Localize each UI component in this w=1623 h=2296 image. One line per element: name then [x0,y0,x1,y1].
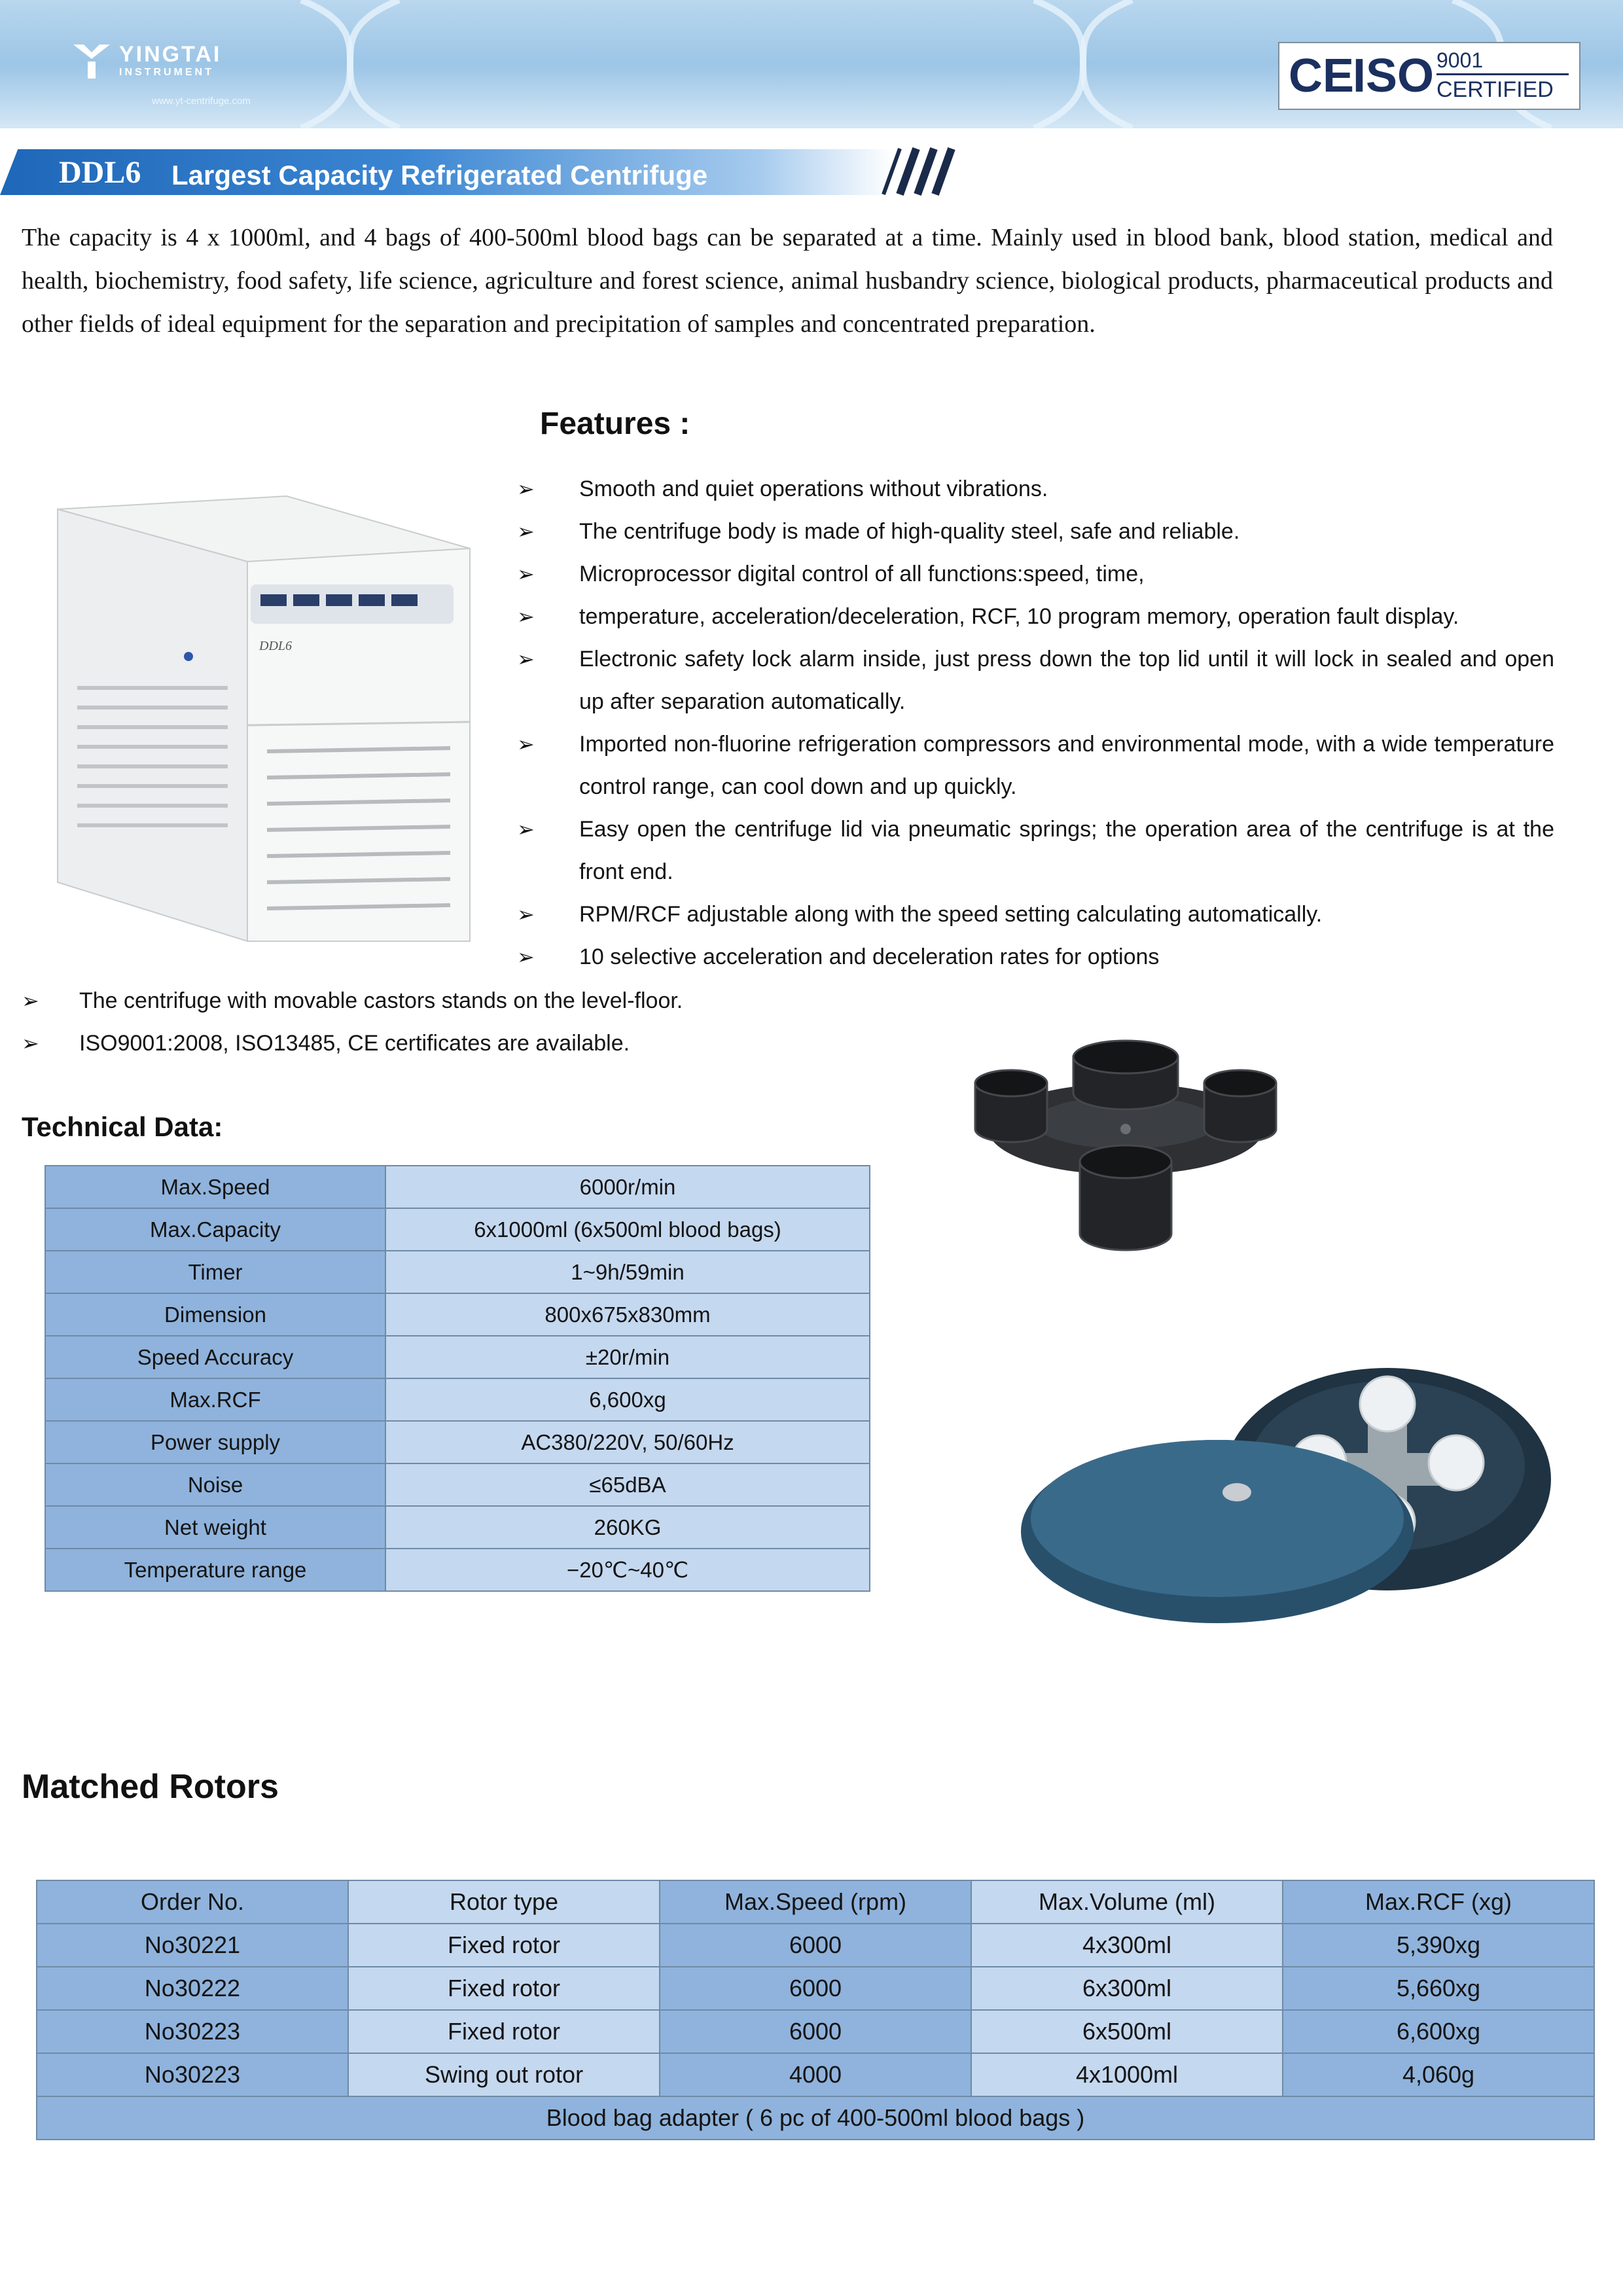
max-speed-cell: 6000 [660,2010,971,2053]
order-no-cell: No30222 [37,1967,348,2010]
feature-item: ➢ 10 selective acceleration and deceleration rates for options [514,936,1554,978]
spec-label: Noise [45,1463,385,1506]
rotor-type-cell: Fixed rotor [348,1924,660,1967]
iso-number: 9001 [1436,48,1484,72]
table-row [45,1463,870,1506]
order-no-cell: No30223 [37,2053,348,2096]
page-title: Largest Capacity Refrigerated Centrifuge [171,160,708,190]
swing-rotor-image [962,1031,1289,1266]
feature-item: ➢ The centrifuge with movable castors stands on the level-floor. [16,980,998,1022]
product-model-label: DDL6 [259,639,293,653]
max-volume-cell: 4x300ml [971,1924,1283,1967]
cert-label: CERTIFIED [1436,77,1554,102]
technical-data-table [45,1165,870,1592]
table-header-row [37,1880,1594,1924]
intro-paragraph: The capacity is 4 x 1000ml, and 4 bags of 400-500ml blood bags can be separated at a time. Mainly used in blood bank, blood station, medical and health, biochemistry, food safety, life science, agriculture and forest science, animal husbandry science, biological products, pharmaceutical products and other fields of ideal equipment for the separation and precipitation of samples and concentrated preparation. [22,224,1553,338]
column-header: Max.RCF (xg) [1283,1880,1594,1924]
order-no-cell: No30223 [37,2010,348,2053]
feature-item: ➢ The centrifuge body is made of high-quality steel, safe and reliable. [514,511,1554,553]
table-row [45,1293,870,1336]
spec-value: 800x675x830mm [385,1293,870,1336]
rotor-type-cell: Fixed rotor [348,2010,660,2053]
spec-value: 6x1000ml (6x500ml blood bags) [385,1208,870,1251]
matched-rotors-heading: Matched Rotors [22,1768,279,1806]
feature-item: ➢ Imported non-fluorine refrigeration compressors and environmental mode, with a wide temperature control range, can cool down and up quickly. [514,723,1554,808]
table-row [45,1506,870,1549]
feature-item: ➢ Microprocessor digital control of all functions:speed, time, [514,553,1554,596]
max-speed-cell: 4000 [660,2053,971,2096]
table-row [45,1549,870,1591]
dna-graphic [275,0,425,128]
cert-divider [1436,73,1569,75]
feature-item: ➢ RPM/RCF adjustable along with the speed setting calculating automatically. [514,893,1554,936]
max-volume-cell: 6x300ml [971,1967,1283,2010]
rotor-type-cell: Fixed rotor [348,1967,660,2010]
rotor-type-cell: Swing out rotor [348,2053,660,2096]
order-no-cell: No30221 [37,1924,348,1967]
spec-label: Max.Speed [45,1166,385,1208]
spec-value: 260KG [385,1506,870,1549]
header-banner [0,0,1623,128]
table-row [45,1251,870,1293]
table-row [45,1421,870,1463]
feature-item: ➢ Smooth and quiet operations without vibrations. [514,468,1554,511]
spec-label: Net weight [45,1506,385,1549]
column-header: Max.Volume (ml) [971,1880,1283,1924]
max-speed-cell: 6000 [660,1967,971,2010]
matched-rotors-table [36,1880,1595,2140]
iso-mark: ISO [1353,50,1435,102]
yingtai-logo-icon [71,39,113,81]
table-row [37,2053,1594,2096]
spec-value: −20℃~40℃ [385,1549,870,1591]
centrifuge-product-image [51,490,483,948]
features-heading: Features : [540,406,690,441]
table-row [37,2010,1594,2053]
brand-website: www.yt-centrifuge.com [152,96,251,107]
table-row [37,1967,1594,2010]
features-list [514,468,1554,978]
spec-label: Temperature range [45,1549,385,1591]
max-speed-cell: 6000 [660,1924,971,1967]
blood-bag-adapter-note: Blood bag adapter ( 6 pc of 400-500ml blood bags ) [37,2096,1594,2140]
feature-item: ➢ temperature, acceleration/deceleration, RCF, 10 program memory, operation fault display. [514,596,1554,638]
table-footer-row [37,2096,1594,2140]
table-row [45,1166,870,1208]
spec-value: 6,600xg [385,1378,870,1421]
max-rcf-cell: 5,390xg [1283,1924,1594,1967]
brand-subtitle: INSTRUMENT [119,67,214,78]
technical-data-heading: Technical Data: [22,1111,223,1142]
max-rcf-cell: 4,060g [1283,2053,1594,2096]
spec-label: Power supply [45,1421,385,1463]
title-stripes-decoration [870,145,955,198]
spec-value: AC380/220V, 50/60Hz [385,1421,870,1463]
max-rcf-cell: 5,660xg [1283,1967,1594,2010]
spec-label: Dimension [45,1293,385,1336]
column-header: Order No. [37,1880,348,1924]
table-row [45,1378,870,1421]
brand-name: YINGTAI [119,42,222,67]
spec-label: Timer [45,1251,385,1293]
max-volume-cell: 4x1000ml [971,2053,1283,2096]
feature-item: ➢ Easy open the centrifuge lid via pneumatic springs; the operation area of the centrifuge is at the front end. [514,808,1554,893]
spec-value: ≤65dBA [385,1463,870,1506]
spec-label: Max.RCF [45,1378,385,1421]
spec-label: Max.Capacity [45,1208,385,1251]
rotor-with-lid-image [1021,1355,1558,1630]
feature-item: ➢ ISO9001:2008, ISO13485, CE certificates are available. [16,1022,998,1065]
max-rcf-cell: 6,600xg [1283,2010,1594,2053]
column-header: Max.Speed (rpm) [660,1880,971,1924]
features-list-continued [16,980,998,1065]
spec-value: 1~9h/59min [385,1251,870,1293]
spec-value: ±20r/min [385,1336,870,1378]
column-header: Rotor type [348,1880,660,1924]
table-row [45,1336,870,1378]
spec-value: 6000r/min [385,1166,870,1208]
spec-label: Speed Accuracy [45,1336,385,1378]
ce-mark: CE [1289,50,1355,102]
max-volume-cell: 6x500ml [971,2010,1283,2053]
feature-item: ➢ Electronic safety lock alarm inside, just press down the top lid until it will lock in sealed and open up after separation automatically. [514,638,1554,723]
table-row [45,1208,870,1251]
certification-badge [1278,42,1580,110]
model-name: DDL6 [59,155,141,190]
dna-graphic [1008,0,1158,128]
table-row [37,1924,1594,1967]
